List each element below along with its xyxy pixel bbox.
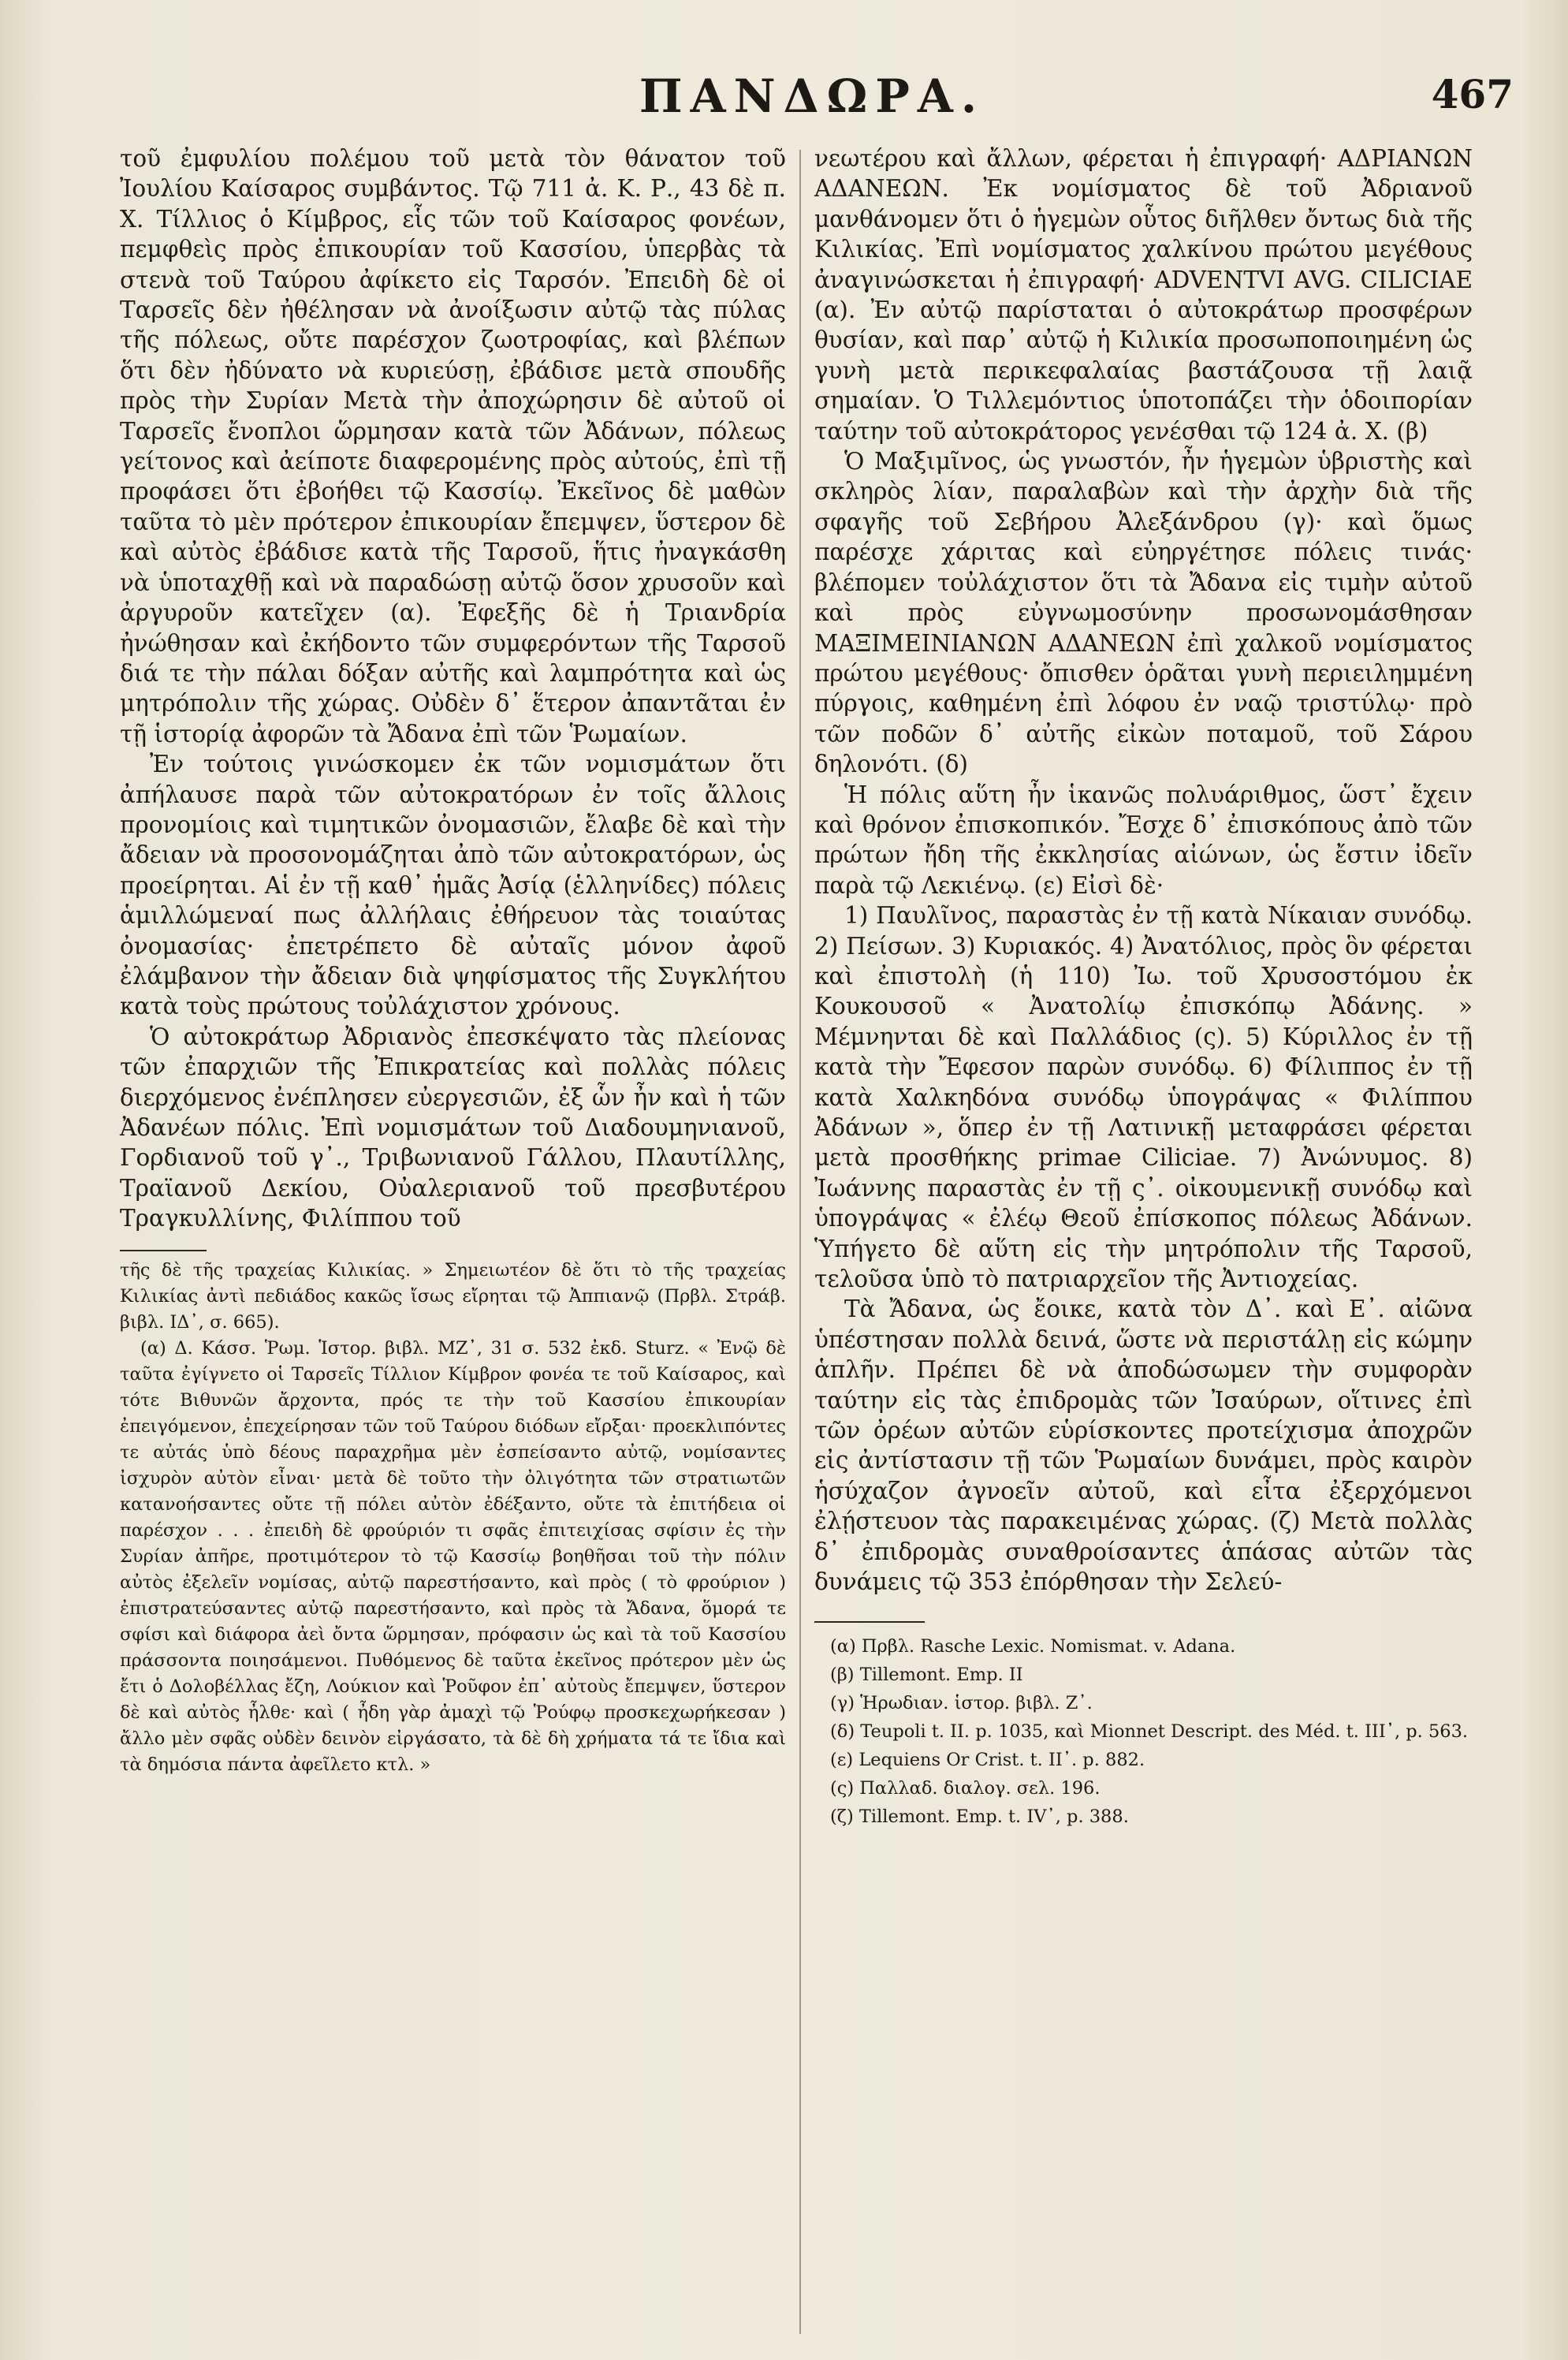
body-paragraph: 1) Παυλῖνος, παραστὰς ἐν τῇ κατὰ Νίκαιαν συνόδῳ. 2) Πείσων. 3) Κυριακός. 4) Ἀνατόλιος, πρὸς ὃν φέρεται καὶ ἐπιστολὴ (ἡ 110) Ἰω. τοῦ Χρυσοστόμου ἐκ Κουκουσοῦ « Ἀνατολίῳ ἐπισκόπῳ Ἀδάνης. » Μέμνηνται δὲ καὶ Παλλάδιος (ς). 5) Κύριλλος ἐν τῇ κατὰ τὴν Ἔφεσον παρὼν συνόδῳ. 6) Φίλιππος ἐν τῇ κατὰ Χαλκηδόνα συνόδῳ ὑπογράψας « Φιλίππου Ἀδάνων », ὅπερ ἐν τῇ Λατινικῇ μεταφράσει φέρεται μετὰ προσθήκης primae Ciliciae. 7) Ἀνώνυμος. 8) Ἰωάννης παραστὰς ἐν τῇ ς᾽. οἰκουμενικῇ συνόδῳ καὶ ὑπογράψας « ἐλέῳ Θεοῦ ἐπίσκοπος πόλεως Ἀδάνων. Ὑπήγετο δὲ αὕτη εἰς τὴν μητρόπολιν τῆς Ταρσοῦ, τελοῦσα ὑπὸ τὸ πατριαρχεῖον τῆς Ἀντιοχείας. bbox=[814, 902, 1473, 1293]
body-paragraph: Ὁ αὐτοκράτωρ Ἀδριανὸς ἐπεσκέψατο τὰς πλείονας τῶν ἐπαρχιῶν τῆς Ἐπικρατείας καὶ πολλὰς πόλεις διερχόμενος ἐνέπλησεν εὐεργεσιῶν, ἐξ ὧν ἦν καὶ ἡ τῶν Ἀδανέων πόλις. Ἐπὶ νομισμάτων τοῦ Διαδουμηνιανοῦ, Γορδιανοῦ τοῦ γ᾽., Τριβωνιανοῦ Γάλλου, Πλαυτίλλης, Τραϊανοῦ Δεκίου, Οὐαλεριανοῦ τοῦ πρεσβυτέρου Τραγκυλλίνης, Φιλίππου τοῦ bbox=[120, 1023, 786, 1232]
footnote-separator bbox=[814, 1621, 925, 1623]
right-column bbox=[814, 144, 1473, 1831]
body-paragraph: Ὁ Μαξιμῖνος, ὡς γνωστόν, ἦν ἡγεμὼν ὑβριστὴς καὶ σκληρὸς λίαν, παραλαβὼν καὶ τὴν ἀρχὴν διὰ τῆς σφαγῆς τοῦ Σεβήρου Ἀλεξάνδρου (γ)· καὶ ὅμως παρέσχε χάριτας καὶ εὐηργέτησε πόλεις τινάς· βλέπομεν τοὐλάχιστον ὅτι τὰ Ἄδανα εἰς τιμὴν αὐτοῦ καὶ πρὸς εὐγνωμοσύνην προσωνομάσθησαν ΜΑΞΙΜΕΙΝΙΑΝΩΝ ΑΔΑΝΕΩΝ ἐπὶ χαλκοῦ νομίσματος πρώτου μεγέθους· ὄπισθεν ὁρᾶται γυνὴ περιειλημμένη πύργοις, καθημένη ἐπὶ λόφου ἐν ναῷ τριστύλῳ· πρὸ τῶν ποδῶν δ᾽ αὐτῆς εἰκὼν ποταμοῦ, τοῦ Σάρου δηλονότι. (δ) bbox=[814, 448, 1473, 778]
body-paragraph: τοῦ ἐμφυλίου πολέμου τοῦ μετὰ τὸν θάνατον τοῦ Ἰουλίου Καίσαρος συμβάντος. Τῷ 711 ἀ. Κ. Ρ., 43 δὲ π. Χ. Τίλλιος ὁ Κίμβρος, εἷς τῶν τοῦ Καίσαρος φονέων, πεμφθεὶς πρὸς ἐπικουρίαν τοῦ Κασσίου, ὑπερβὰς τὰ στενὰ τοῦ Ταύρου ἀφίκετο εἰς Ταρσόν. Ἐπειδὴ δὲ οἱ Ταρσεῖς δὲν ἠθέλησαν νὰ ἀνοίξωσιν αὐτῷ τὰς πύλας τῆς πόλεως, οὔτε παρέσχον ζωοτροφίας, καὶ βλέπων ὅτι δὲν ἠδύνατο νὰ κυριεύσῃ, ἐβάδισε μετὰ σπουδῆς πρὸς τὴν Συρίαν Μετὰ τὴν ἀποχώρησιν δὲ αὐτοῦ οἱ Ταρσεῖς ἔνοπλοι ὥρμησαν κατὰ τῶν Ἀδάνων, πόλεως γείτονος καὶ ἀείποτε διαφερομένης πρὸς αὐτούς, ἐπὶ τῇ προφάσει ὅτι ἐβοήθει τῷ Κασσίῳ. Ἐκεῖνος δὲ μαθὼν ταῦτα τὸ μὲν πρότερον ἐπικουρίαν ἔπεμψεν, ὕστερον δὲ καὶ αὐτὸς ἐβάδισε κατὰ τῆς Ταρσοῦ, ἥτις ἠναγκάσθη νὰ ὑποταχθῇ καὶ νὰ παραδώσῃ αὐτῷ ὅσον χρυσοῦν καὶ ἀργυροῦν κατεῖχεν (α). Ἐφεξῆς δὲ ἡ Τριανδρία ἠνώθησαν καὶ ἐκήδοντο τῶν συμφερόντων τῆς Ταρσοῦ διά τε τὴν πάλαι δόξαν αὐτῆς καὶ λαμπρότητα καὶ ὡς μητρόπολιν τῆς χώρας. Οὐδὲν δ᾽ ἕτερον ἀπαντᾶται ἐν τῇ ἱστορίᾳ ἀφορῶν τὰ Ἄδανα ἐπὶ τῶν Ῥωμαίων. bbox=[120, 145, 786, 748]
body-paragraph: Τὰ Ἄδανα, ὡς ἔοικε, κατὰ τὸν Δ᾽. καὶ Ε᾽. αἰῶνα ὑπέστησαν πολλὰ δεινά, ὥστε νὰ περιστάλῃ εἰς κώμην ἁπλῆν. Πρέπει δὲ νὰ ἀποδώσωμεν τὴν συμφορὰν ταύτην εἰς τὰς ἐπιδρομὰς τῶν Ἰσαύρων, οἵτινες ἐπὶ τῶν ὀρέων αὐτῶν εὑρίσκοντες προτείχισμα ἀποχρῶν εἰς ἀντίστασιν τῇ τῶν Ῥωμαίων δυνάμει, πρὸς καιρὸν ἡσύχαζον ἀγνοεῖν αὐτοῦ, καὶ εἶτα ἐξερχόμενοι ἐλῄστευον τὰς παρακειμένας χώρας. (ζ) Μετὰ πολλὰς δ᾽ ἐπιδρομὰς συναθροίσαντες ἁπάσας αὐτῶν τὰς δυνάμεις τῷ 353 ἐπόρθησαν τὴν Σελεύ- bbox=[814, 1296, 1473, 1596]
footnote: (α) Πρβλ. Rasche Lexic. Nomismat. v. Adana. bbox=[830, 1635, 1236, 1657]
footnote: (α) Δ. Κάσσ. Ῥωμ. Ἱστορ. βιβλ. ΜΖ᾽, 31 σ. 532 ἐκδ. Sturz. « Ἐνῷ δὲ ταῦτα ἐγίγνετο οἱ Ταρσεῖς Τίλλιον Κίμβρον φονέα τε τοῦ Καίσαρος, καὶ τότε Βιθυνῶν ἄρχοντα, πρός τε τὴν τοῦ Κασσίου ἐπικουρίαν ἐπειγόμενον, ἐπεχείρησαν τῶν τοῦ Ταύρου διόδων εἴρξαι· προεκλιπόντες τε αὐτάς ὑπὸ δέους παραχρῆμα μὲν ἐσπείσαντο αὐτῷ, νομίσαντες ἰσχυρὸν αὐτὸν εἶναι· μετὰ δὲ τοῦτο τὴν ὀλιγότητα τῶν στρατιωτῶν κατανοήσαντες οὔτε τῇ πόλει αὐτὸν ἐδέξαντο, οὔτε τὰ ἐπιτήδεια οἱ παρέσχον . . . ἐπειδὴ δὲ φρούριόν τι σφᾶς ἐπιτειχίσας σφίσιν ἐς τὴν Συρίαν ἀπῆρε, προτιμότερον τὸ τῷ Κασσίῳ βοηθῆσαι τοῦ τὴν πόλιν αὐτὸς ἐξελεῖν νομίσας, αὐτῷ παρεστήσαντο, καὶ πρὸς ( τὸ φρούριον ) ἐπιστρατεύσαντες αὐτῷ παρεστήσαντο, καὶ πρὸς τὰ Ἄδανα, ὅμορά τε σφίσι καὶ διάφορα ἀεὶ ὄντα ὥρμησαν, πρόφασιν ὡς καὶ τὰ τοῦ Κασσίου πράσσοντα ποιησάμενοι. Πυθόμενος δὲ ταῦτα ἐκεῖνος πρότερον μὲν ὡς ἔτι ὁ Δολοβέλλας ἔζη, Λούκιον καὶ Ῥοῦφον ἐπ᾽ αὐτοὺς ἔπεμψεν, ὕστερον δὲ καὶ αὐτὸς ἦλθε· καὶ ( ἦδη γὰρ ἀμαχὶ τῷ Ῥούφῳ προσκεχωρήκεσαν ) ἄλλο μὲν σφᾶς οὐδὲν δεινὸν εἰργάσατο, τὰ δὲ δὴ χρήματα τά τε ἴδια καὶ τὰ δημόσια πάντα ἀφεῖλετο κτλ. » bbox=[120, 1337, 786, 1775]
column-divider bbox=[799, 150, 801, 2334]
page-number: 467 bbox=[1431, 71, 1514, 117]
footnote: τῆς δὲ τῆς τραχείας Κιλικίας. » Σημειωτέον δὲ ὅτι τὸ τῆς τραχείας Κιλικίας ἀντὶ πεδιάδος κακῶς ἴσως εἴρηται τῷ Ἀππιανῷ (Πρβλ. Στράβ. βιβλ. ΙΔ᾽, σ. 665). bbox=[120, 1259, 786, 1333]
left-footnotes bbox=[120, 1258, 786, 1778]
body-paragraph: Ἐν τούτοις γινώσκομεν ἐκ τῶν νομισμάτων ὅτι ἀπήλαυσε παρὰ τῶν αὐτοκρατόρων ἐν τοῖς ἄλλοις προνομίοις καὶ τιμητικῶν ὀνομασιῶν, ἔλαβε δὲ καὶ τὴν ἄδειαν νὰ προσονομάζηται ἀπὸ τῶν αὐτοκρατόρων, ὡς προείρηται. Αἱ ἐν τῇ καθ᾽ ἡμᾶς Ἀσίᾳ (ἑλληνίδες) πόλεις ἁμιλλώμεναί πως ἀλλήλαις ἐθήρευον τὰς τοιαύτας ὀνομασίας· ἐπετρέπετο δὲ αὐταῖς μόνον ἀφοῦ ἐλάμβανον τὴν ἄδειαν διὰ ψηφίσματος τῆς Συγκλήτου κατὰ τοὺς πρώτους τοὐλάχιστον χρόνους. bbox=[120, 751, 786, 1020]
left-column bbox=[120, 144, 786, 1778]
footnote: (ς) Παλλαδ. διαλογ. σελ. 196. bbox=[830, 1777, 1101, 1799]
page-header bbox=[110, 69, 1514, 140]
footnote: (γ) Ἡρωδιαν. ἱστορ. βιβλ. Ζ᾽. bbox=[830, 1692, 1093, 1713]
body-paragraph: Ἡ πόλις αὕτη ἦν ἱκανῶς πολυάριθμος, ὥστ᾽ ἔχειν καὶ θρόνον ἐπισκοπικόν. Ἔσχε δ᾽ ἐπισκόπους ἀπὸ τῶν πρώτων ἤδη τῆς ἐκκλησίας αἰώνων, ὡς ἔστιν ἰδεῖν παρὰ τῷ Λεκιένῳ. (ε) Εἰσὶ δὲ· bbox=[814, 781, 1473, 899]
footnote: (δ) Teupoli t. II. p. 1035, καὶ Mionnet Descript. des Méd. t. III᾽, p. 563. bbox=[830, 1721, 1469, 1742]
footnote: (ζ) Tillemont. Emp. t. IV᾽, p. 388. bbox=[830, 1806, 1129, 1827]
footnote-separator bbox=[120, 1250, 207, 1251]
footnote: (β) Tillemont. Emp. II bbox=[830, 1664, 1023, 1685]
footnote: (ε) Lequiens Or Crist. t. II᾽. p. 882. bbox=[830, 1749, 1145, 1770]
running-title: ΠΑΝΔΩΡΑ. bbox=[639, 69, 985, 123]
body-paragraph: νεωτέρου καὶ ἄλλων, φέρεται ἡ ἐπιγραφή· ΑΔΡΙΑΝΩΝ ΑΔΑΝΕΩΝ. Ἐκ νομίσματος δὲ τοῦ Ἀδριανοῦ μανθάνομεν ὅτι ὁ ἡγεμὼν οὗτος διῆλθεν ὄντως διὰ τῆς Κιλικίας. Ἐπὶ νομίσματος χαλκίνου πρώτου μεγέθους ἀναγινώσκεται ἡ ἐπιγραφή· ADVENTVI AVG. CILICIAE (α). Ἐν αὐτῷ παρίσταται ὁ αὐτοκράτωρ προσφέρων θυσίαν, καὶ παρ᾽ αὐτῷ ἡ Κιλικία προσωποποιημένη ὡς γυνὴ μετὰ περικεφαλαίας βαστάζουσα τῇ λαιᾷ σημαίαν. Ὁ Τιλλεμόντιος ὑποτοπάζει τὴν ὁδοιπορίαν ταύτην τοῦ αὐτοκράτορος γενέσθαι τῷ 124 ἀ. Χ. (β) bbox=[814, 145, 1473, 445]
right-footnotes bbox=[814, 1632, 1473, 1831]
